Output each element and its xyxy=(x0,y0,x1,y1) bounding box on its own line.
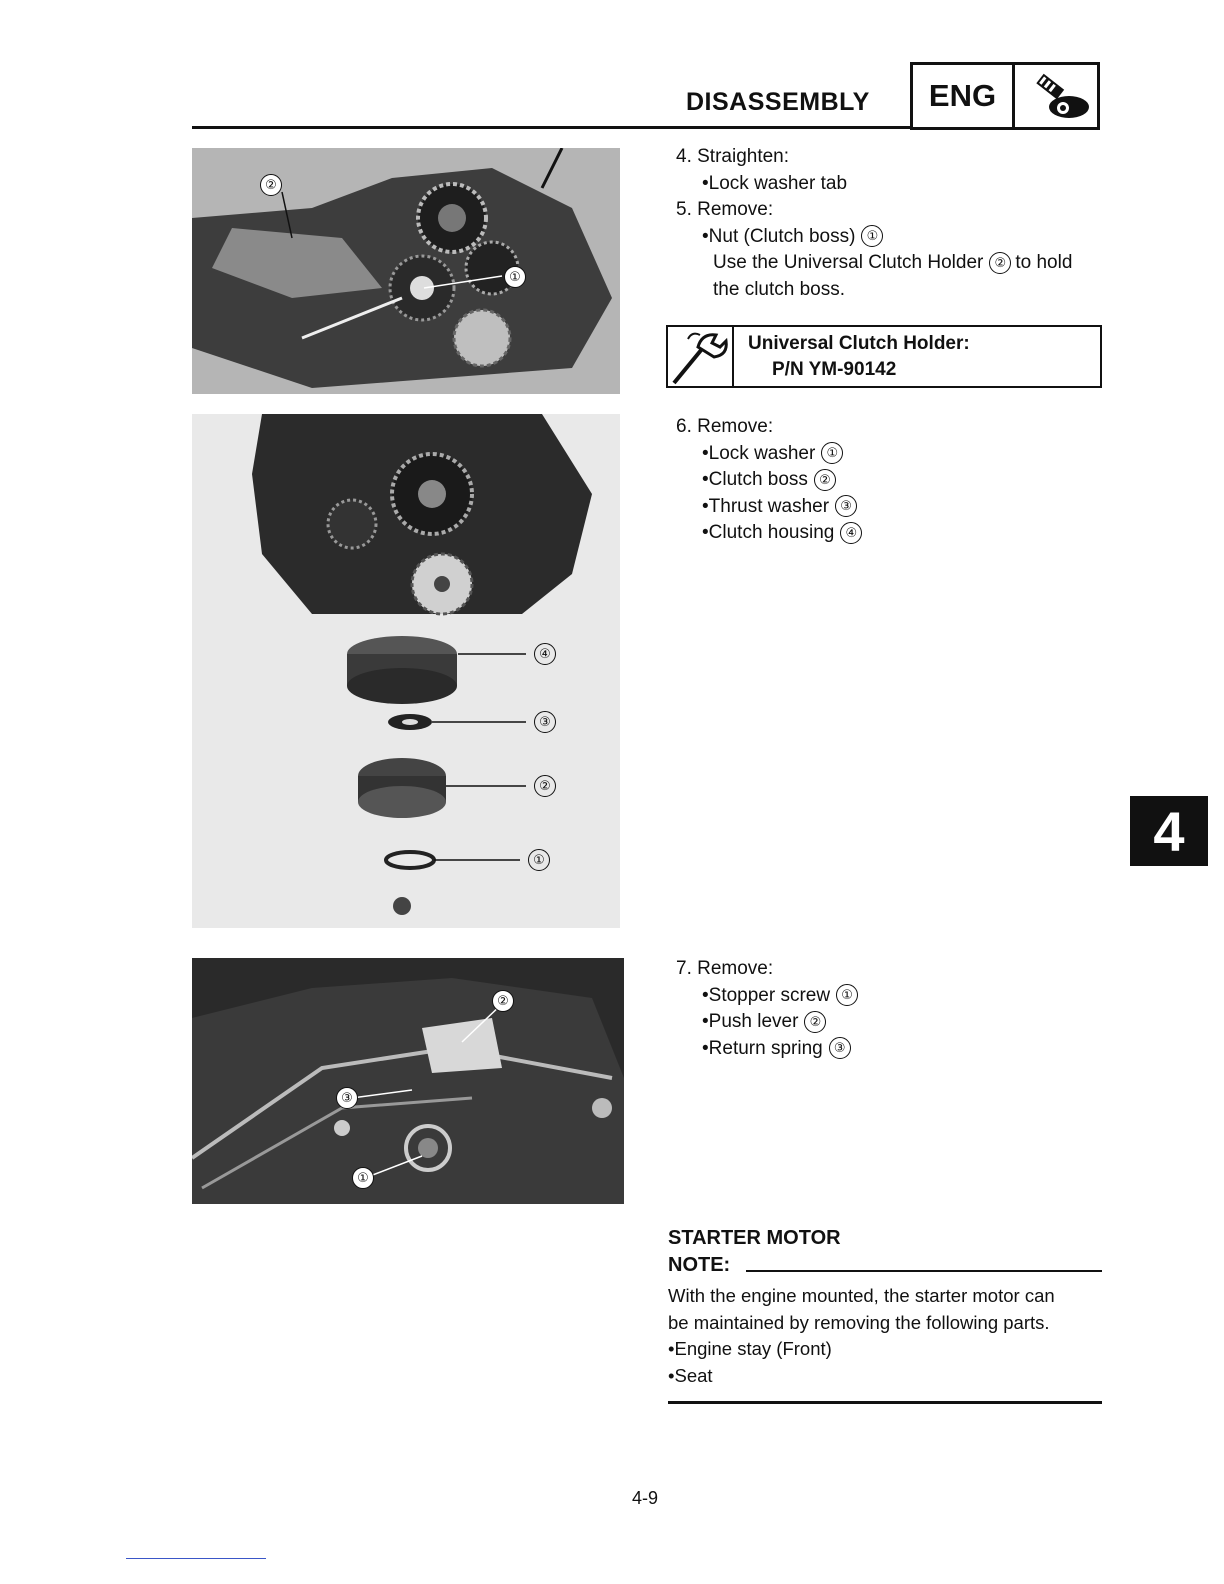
note-rule xyxy=(668,1401,1102,1404)
photo-callout: ③ xyxy=(336,1087,358,1109)
callout-number: ① xyxy=(821,442,843,464)
special-tool-box xyxy=(666,325,1102,388)
steps-4-5 xyxy=(676,144,1116,303)
callout-number: ② xyxy=(804,1011,826,1033)
list-item-label: Lock washer tab xyxy=(708,172,848,194)
header-rule xyxy=(192,126,912,129)
list-item-label: Clutch housing xyxy=(708,522,835,543)
clutch-holder-tool-icon xyxy=(668,327,734,386)
list-item xyxy=(668,1363,1108,1390)
list-item-label: Push lever xyxy=(708,1011,799,1032)
step-heading: 6. Remove: xyxy=(676,416,774,437)
instruction-text xyxy=(676,250,1116,277)
list-item-label: Clutch boss xyxy=(708,469,808,490)
photo-callout: ② xyxy=(260,174,282,196)
page-title: DISASSEMBLY xyxy=(686,88,870,116)
callout-number: ③ xyxy=(835,495,857,517)
list-item xyxy=(676,494,1076,521)
list-item xyxy=(676,983,1076,1010)
tool-part-number: P/N YM-90142 xyxy=(772,359,897,380)
note-rule xyxy=(746,1270,1102,1272)
note-text: be maintained by removing the following parts. xyxy=(668,1311,1050,1333)
note-text: With the engine mounted, the starter motor can xyxy=(668,1285,1055,1306)
list-item-label: Nut (Clutch boss) xyxy=(708,225,856,247)
photo-callout: ② xyxy=(534,775,556,797)
step-6 xyxy=(676,414,1076,547)
chapter-tab: 4 xyxy=(1130,796,1208,866)
photo-clutch-exploded-view xyxy=(192,414,620,928)
step-7 xyxy=(676,956,1076,1062)
callout-number: ④ xyxy=(840,522,862,544)
note-body xyxy=(668,1283,1108,1389)
photo-callout: ② xyxy=(492,990,514,1012)
tool-name: Universal Clutch Holder: xyxy=(748,333,970,354)
section-badge xyxy=(910,62,1100,130)
list-item-label: Stopper screw xyxy=(708,984,831,1006)
engine-wrench-icon xyxy=(1023,71,1095,123)
step-heading: 4. Straighten: xyxy=(676,146,790,167)
photo-callout: ④ xyxy=(534,643,556,665)
list-item xyxy=(676,171,1116,198)
footer-line xyxy=(126,1558,266,1559)
list-item xyxy=(676,441,1076,468)
list-item-label: Seat xyxy=(674,1364,713,1386)
list-item-label: Engine stay (Front) xyxy=(674,1338,832,1359)
note-label: NOTE: xyxy=(668,1254,731,1276)
instruction-part: Use the Universal Clutch Holder xyxy=(713,252,984,273)
step-heading: 7. Remove: xyxy=(676,958,774,979)
list-item xyxy=(668,1336,1108,1363)
section-heading: STARTER MOTOR xyxy=(668,1227,841,1249)
callout-number: ① xyxy=(861,225,883,247)
section-code: ENG xyxy=(913,65,1015,127)
list-item xyxy=(676,467,1076,494)
list-item-label: Lock washer xyxy=(708,442,816,464)
list-item xyxy=(676,224,1116,251)
photo-callout: ① xyxy=(504,266,526,288)
step-heading: 5. Remove: xyxy=(676,199,774,220)
list-item xyxy=(676,520,1076,547)
callout-number: ③ xyxy=(829,1037,851,1059)
list-item-label: Thrust washer xyxy=(708,495,830,517)
instruction-part: to hold xyxy=(1015,252,1073,273)
list-item xyxy=(676,1036,1076,1063)
list-item-label: Return spring xyxy=(708,1037,823,1059)
callout-number: ① xyxy=(836,984,858,1006)
photo-callout: ① xyxy=(528,849,550,871)
page-number: 4-9 xyxy=(632,1488,659,1508)
instruction-text: the clutch boss. xyxy=(713,278,846,300)
photo-callout: ① xyxy=(352,1167,374,1189)
callout-number: ② xyxy=(989,252,1011,274)
list-item xyxy=(676,1009,1076,1036)
photo-clutch-boss-nut xyxy=(192,148,620,394)
photo-shift-mechanism xyxy=(192,958,624,1204)
photo-callout: ③ xyxy=(534,711,556,733)
callout-number: ② xyxy=(814,469,836,491)
